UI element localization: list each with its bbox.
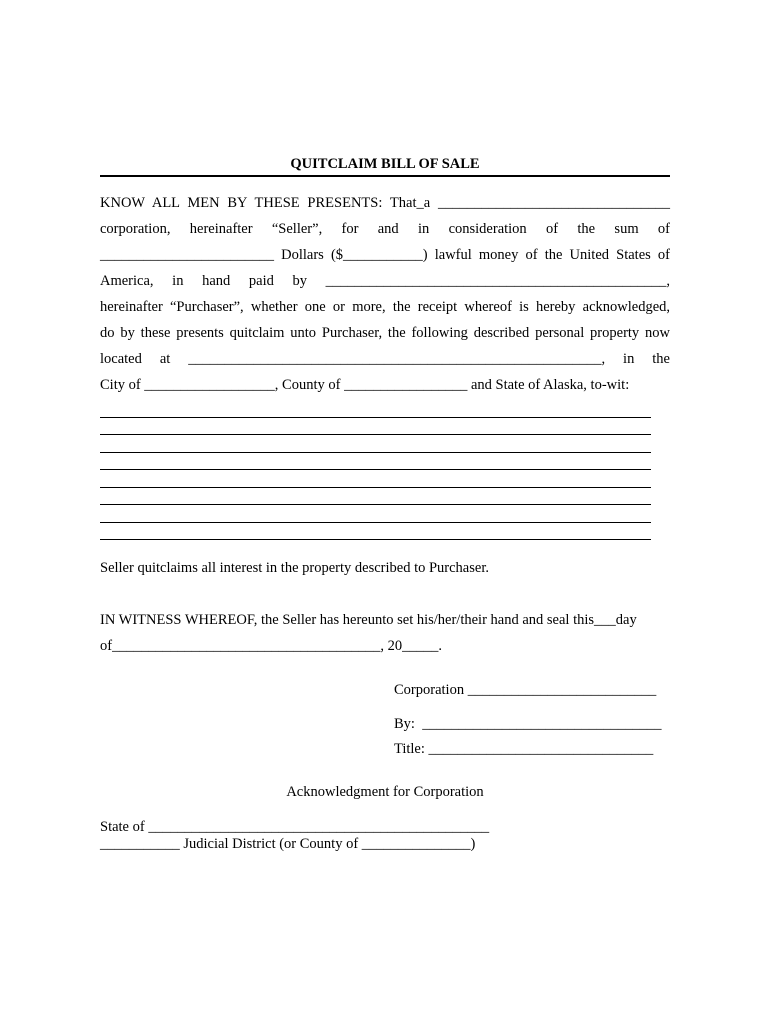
signature-title-line: Title: _______________________________: [394, 741, 654, 757]
document-title: QUITCLAIM BILL OF SALE: [290, 156, 480, 172]
acknowledgment-state-line: State of _______________________________________________: [100, 819, 490, 835]
property-description-blank-4: [100, 469, 651, 470]
quitclaim-statement: Seller quitclaims all interest in the property described to Purchaser.: [100, 560, 489, 576]
property-description-blank-8: [100, 539, 651, 540]
paragraph-line-8: City of __________________, County of _________________ and State of Alaska, to-wit:: [100, 377, 630, 393]
property-description-blank-6: [100, 504, 651, 505]
signature-by-line: By: _________________________________: [394, 716, 662, 732]
witness-line-1: IN WITNESS WHEREOF, the Seller has hereunto set his/her/their hand and seal this___day: [100, 612, 637, 628]
property-description-blank-7: [100, 522, 651, 523]
property-description-blank-5: [100, 487, 651, 488]
witness-line-2: of_____________________________________, 20_____.: [100, 638, 442, 654]
acknowledgment-district-line: ___________ Judicial District (or County of _______________): [100, 836, 476, 852]
paragraph-line-3: ________________________ Dollars ($___________) lawful money of the United States of: [100, 247, 670, 263]
property-description-blank-3: [100, 452, 651, 453]
paragraph-line-1: KNOW ALL MEN BY THESE PRESENTS: That_a ________________________________: [100, 195, 670, 211]
paragraph-line-5: hereinafter “Purchaser”, whether one or more, the receipt whereof is hereby acknowledged,: [100, 299, 670, 315]
acknowledgment-heading: Acknowledgment for Corporation: [286, 784, 484, 800]
signature-corporation-line: Corporation __________________________: [394, 682, 657, 698]
property-description-blank-2: [100, 434, 651, 435]
paragraph-line-7: located at _________________________________________________________, in the: [100, 351, 670, 367]
paragraph-line-2: corporation, hereinafter “Seller”, for and in consideration of the sum of: [100, 221, 670, 237]
paragraph-line-4: America, in hand paid by _______________________________________________,: [100, 273, 670, 289]
title-underline: [100, 175, 670, 177]
property-description-blank-1: [100, 417, 651, 418]
paragraph-line-6: do by these presents quitclaim unto Purchaser, the following described personal property now: [100, 325, 670, 341]
